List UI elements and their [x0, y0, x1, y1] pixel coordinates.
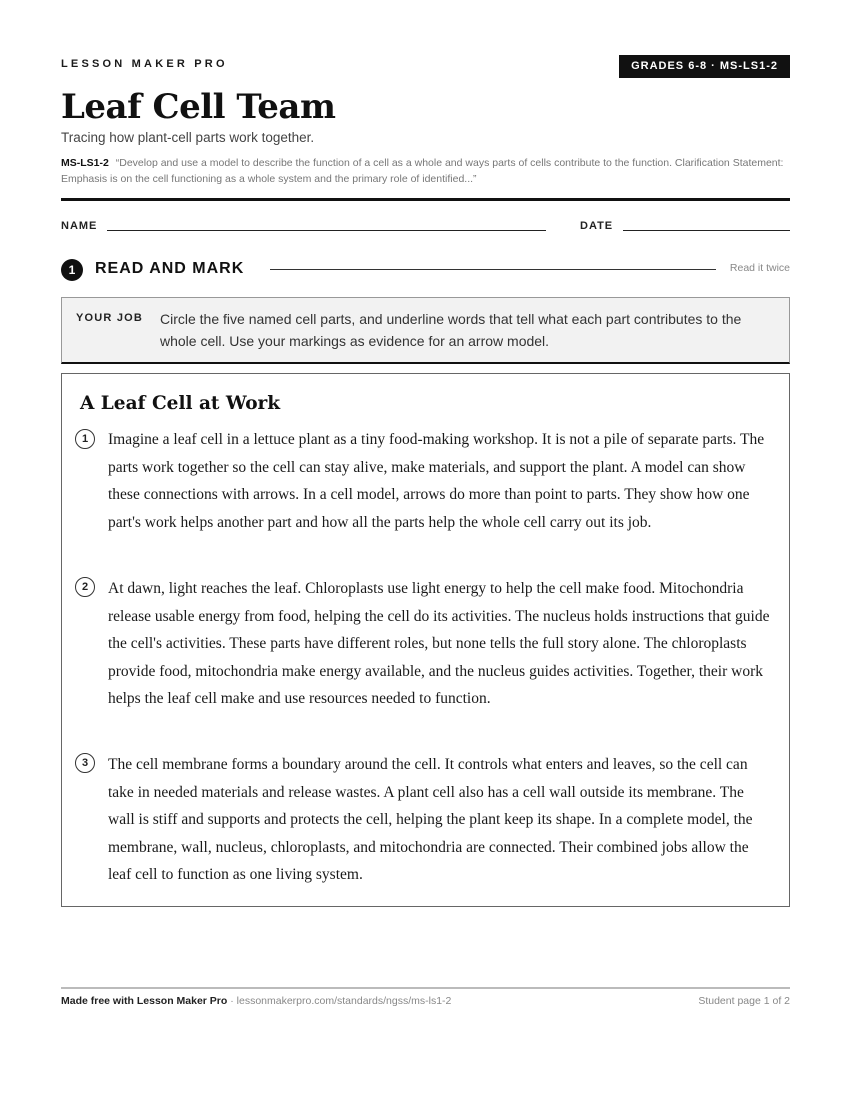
- paragraph-number: 3: [75, 753, 95, 773]
- date-field[interactable]: [623, 230, 790, 231]
- header-divider: [61, 198, 790, 201]
- standard-code: MS-LS1-2: [61, 157, 109, 169]
- footer-url[interactable]: · lessonmakerpro.com/standards/ngss/ms-ls1-2: [227, 995, 452, 1007]
- paragraph-number: 2: [75, 577, 95, 597]
- paragraph-1: Imagine a leaf cell in a lettuce plant as a tiny food-making workshop. It is not a pile of separate parts. The parts work together so the cell can stay alive, make materials, and support the plant. A model can show these connections with arrows. In a cell model, arrows do more than point to parts. They show how one part's work helps another part and how all the parts help the whole cell carry out its job.: [108, 431, 765, 531]
- grade-badge: GRADES 6-8 · MS-LS1-2: [619, 55, 790, 78]
- name-label: NAME: [61, 220, 98, 232]
- footer-credit: [61, 995, 451, 1007]
- footer-page-number: Student page 1 of 2: [698, 995, 790, 1007]
- job-label: YOUR JOB: [76, 312, 144, 324]
- section-divider: [270, 269, 716, 270]
- footer-divider: [61, 987, 790, 989]
- paragraph-3: The cell membrane forms a boundary around the cell. It controls what enters and leaves, so the cell can take in needed materials and release wastes. A plant cell also has a cell wall outside its membrane. The wall is stiff and supports and protects the cell, helping the plant keep its shape. In a complete model, the membrane, wall, nucleus, chloroplasts, and mitochondria are connected. Their combined jobs allow the leaf cell to function as one living system.: [108, 756, 753, 884]
- page-title: Leaf Cell Team: [61, 87, 336, 127]
- section-note: Read it twice: [729, 262, 790, 274]
- job-box: [61, 297, 790, 364]
- section-number-badge: 1: [61, 259, 83, 281]
- name-field[interactable]: [107, 230, 546, 231]
- reading-title: A Leaf Cell at Work: [80, 393, 281, 414]
- standard-statement: [61, 155, 790, 187]
- date-label: DATE: [580, 220, 614, 232]
- section-title: READ AND MARK: [95, 260, 245, 277]
- job-text: Circle the five named cell parts, and underline words that tell what each part contributes to the whole cell. Use your markings as evidence for an arrow model.: [160, 311, 742, 349]
- page-subtitle: Tracing how plant-cell parts work together.: [61, 130, 315, 145]
- standard-text: “Develop and use a model to describe the function of a cell as a whole and ways parts of cells contribute to the function. Clarification Statement: Emphasis is on the cell functioning as a whole system and the primary role of identified...”: [61, 157, 784, 185]
- paragraph-number: 1: [75, 429, 95, 449]
- brand-name: LESSON MAKER PRO: [61, 58, 228, 70]
- paragraph-2: At dawn, light reaches the leaf. Chloroplasts use light energy to help the cell make food. Mitochondria release usable energy from food, helping the cell do its activities. The nucleus holds instructions that guide the cell's activities. These parts have different roles, but none tells the full story alone. The chloroplasts provide food, mitochondria make energy available, and the nucleus guides activities. Together, their work helps the leaf cell make and use resources needed to function.: [108, 580, 770, 708]
- footer-made-with: Made free with Lesson Maker Pro: [61, 995, 228, 1007]
